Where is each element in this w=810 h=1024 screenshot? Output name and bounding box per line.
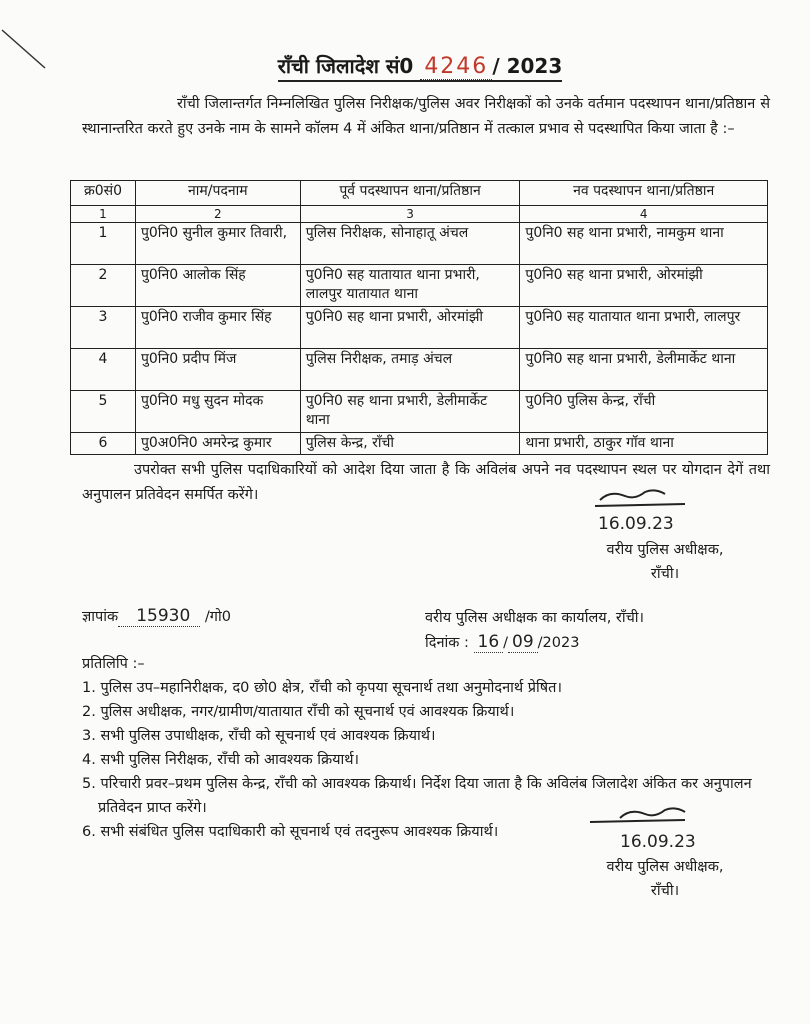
col-header-previous: पूर्व पदस्थापन थाना/प्रतिष्ठान: [300, 181, 520, 206]
cell-serial: 6: [71, 433, 136, 455]
copy-item: 4. सभी पुलिस निरीक्षक, रॉंची को आवश्यक क्रियार्थ।: [82, 752, 360, 768]
col-number: 2: [135, 206, 300, 223]
memo-label: ज्ञापांक: [82, 609, 119, 625]
copy-heading: प्रतिलिपि :–: [82, 656, 145, 672]
designation-place: रॉंची।: [650, 566, 680, 582]
designation-place: रॉंची।: [650, 883, 680, 899]
memo-date: दिनांक : 16 / 09 /2023: [425, 632, 580, 652]
copy-item: 6. सभी संबंधित पुलिस पदाधिकारी को सूचनार्थ एवं तदनुरूप आवश्यक क्रियार्थ।: [82, 824, 499, 840]
signature-scribble: [590, 806, 690, 828]
memo-number-line: [82, 606, 231, 626]
signature-date: 16.09.23: [620, 832, 696, 852]
signature-1: [590, 488, 700, 534]
cell-name: पु0नि0 सुनील कुमार तिवारी,: [135, 223, 300, 265]
cell-serial: 5: [71, 391, 136, 433]
cell-new: पु0नि0 सह थाना प्रभारी, डेलीमार्केट थाना: [520, 349, 768, 391]
intro-text: रॉंची जिलान्तर्गत निम्नलिखित पुलिस निरीक्षक/पुलिस अवर निरीक्षकों को उनके वर्तमान पदस्थापन थाना/प्रतिष्ठान से स्थानान्तरित करते हुए उनके नाम के सामने कॉलम 4 में अंकित थाना/प्रतिष्ठान में तत्काल प्रभाव से पदस्थापित किया जाता है :–: [82, 96, 770, 137]
date-year: /2023: [537, 635, 580, 651]
cell-serial: 1: [71, 223, 136, 265]
col-header-name: नाम/पदनाम: [135, 181, 300, 206]
table-row: [71, 349, 768, 391]
designation-block-2: [580, 855, 750, 903]
copy-item: 5. परिचारी प्रवर–प्रथम पुलिस केन्द्र, रॉंची को आवश्यक क्रियार्थ। निर्देश दिया जाता है कि अविलंब जिलादेश अंकित कर अनुपालन प्रतिवेदन प्राप्त करेंगे।: [82, 776, 752, 816]
date-day: 16: [474, 632, 504, 653]
order-number: 4246: [420, 54, 492, 80]
copy-item: 1. पुलिस उप–महानिरीक्षक, द0 छो0 क्षेत्र, रॉंची को कृपया सूचनार्थ तथा अनुमोदनार्थ प्रेषित।: [82, 680, 562, 696]
cell-name: पु0अ0नि0 अमरेन्द्र कुमार: [135, 433, 300, 455]
cell-previous: पु0नि0 सह यातायात थाना प्रभारी, लालपुर यातायात थाना: [300, 265, 520, 307]
copy-item: 2. पुलिस अधीक्षक, नगर/ग्रामीण/यातायात रॉंची को सूचनार्थ एवं आवश्यक क्रियार्थ।: [82, 704, 515, 720]
cell-name: पु0नि0 प्रदीप मिंज: [135, 349, 300, 391]
cell-serial: 2: [71, 265, 136, 307]
column-number-row: [71, 206, 768, 223]
memo-suffix: /गो0: [204, 609, 231, 625]
cell-previous: पुलिस केन्द्र, रॉंची: [300, 433, 520, 455]
col-number: 1: [71, 206, 136, 223]
closing-text: उपरोक्त सभी पुलिस पदाधिकारियों को आदेश दिया जाता है कि अविलंब अपने नव पदस्थापन स्थल पर योगदान देगें तथा अनुपालन प्रतिवेदन समर्पित करेंगे।: [82, 462, 770, 503]
table-row: [71, 307, 768, 349]
date-month: 09: [508, 632, 538, 653]
title-year: / 2023: [492, 54, 563, 78]
cell-previous: पुलिस निरीक्षक, तमाड़ अंचल: [300, 349, 520, 391]
cell-new: पु0नि0 सह थाना प्रभारी, नामकुम थाना: [520, 223, 768, 265]
table-row: [71, 391, 768, 433]
col-number: 3: [300, 206, 520, 223]
cell-previous: पु0नि0 सह थाना प्रभारी, ओरमांझी: [300, 307, 520, 349]
table-row: [71, 265, 768, 307]
office-block: [425, 606, 644, 655]
signature-2: [590, 806, 700, 852]
cell-new: पु0नि0 सह यातायात थाना प्रभारी, लालपुर: [520, 307, 768, 349]
cell-previous: पु0नि0 सह थाना प्रभारी, डेलीमार्केट थाना: [300, 391, 520, 433]
copy-item: 3. सभी पुलिस उपाधीक्षक, रॉंची को सूचनार्थ एवं आवश्यक क्रियार्थ।: [82, 728, 436, 744]
cell-name: पु0नि0 राजीव कुमार सिंह: [135, 307, 300, 349]
designation-block-1: [580, 538, 750, 586]
cell-serial: 4: [71, 349, 136, 391]
signature-scribble: [590, 488, 690, 510]
cell-new: थाना प्रभारी, ठाकुर गॉव थाना: [520, 433, 768, 455]
col-header-new: नव पदस्थापन थाना/प्रतिष्ठान: [520, 181, 768, 206]
cell-name: पु0नि0 आलोक सिंह: [135, 265, 300, 307]
cell-new: पु0नि0 सह थाना प्रभारी, ओरमांझी: [520, 265, 768, 307]
cell-previous: पुलिस निरीक्षक, सोनाहातू अंचल: [300, 223, 520, 265]
cell-new: पु0नि0 पुलिस केन्द्र, रॉंची: [520, 391, 768, 433]
date-label: दिनांक :: [425, 635, 469, 651]
col-header-serial: क्र0सं0: [71, 181, 136, 206]
table-row: [71, 433, 768, 455]
transfer-table: [70, 180, 768, 455]
cell-serial: 3: [71, 307, 136, 349]
intro-paragraph: [82, 92, 770, 142]
office-name: वरीय पुलिस अधीक्षक का कार्यालय, रॉंची।: [425, 610, 645, 626]
page-title: [0, 52, 810, 79]
col-number: 4: [520, 206, 768, 223]
table-row: [71, 223, 768, 265]
title-prefix: रॉंची जिलादेश सं0: [277, 54, 414, 78]
signature-date: 16.09.23: [598, 514, 674, 534]
cell-name: पु0नि0 मधु सुदन मोदक: [135, 391, 300, 433]
memo-number: 15930: [118, 606, 200, 627]
designation: वरीय पुलिस अधीक्षक,: [606, 859, 724, 875]
table-header: [71, 181, 768, 206]
designation: वरीय पुलिस अधीक्षक,: [606, 542, 724, 558]
